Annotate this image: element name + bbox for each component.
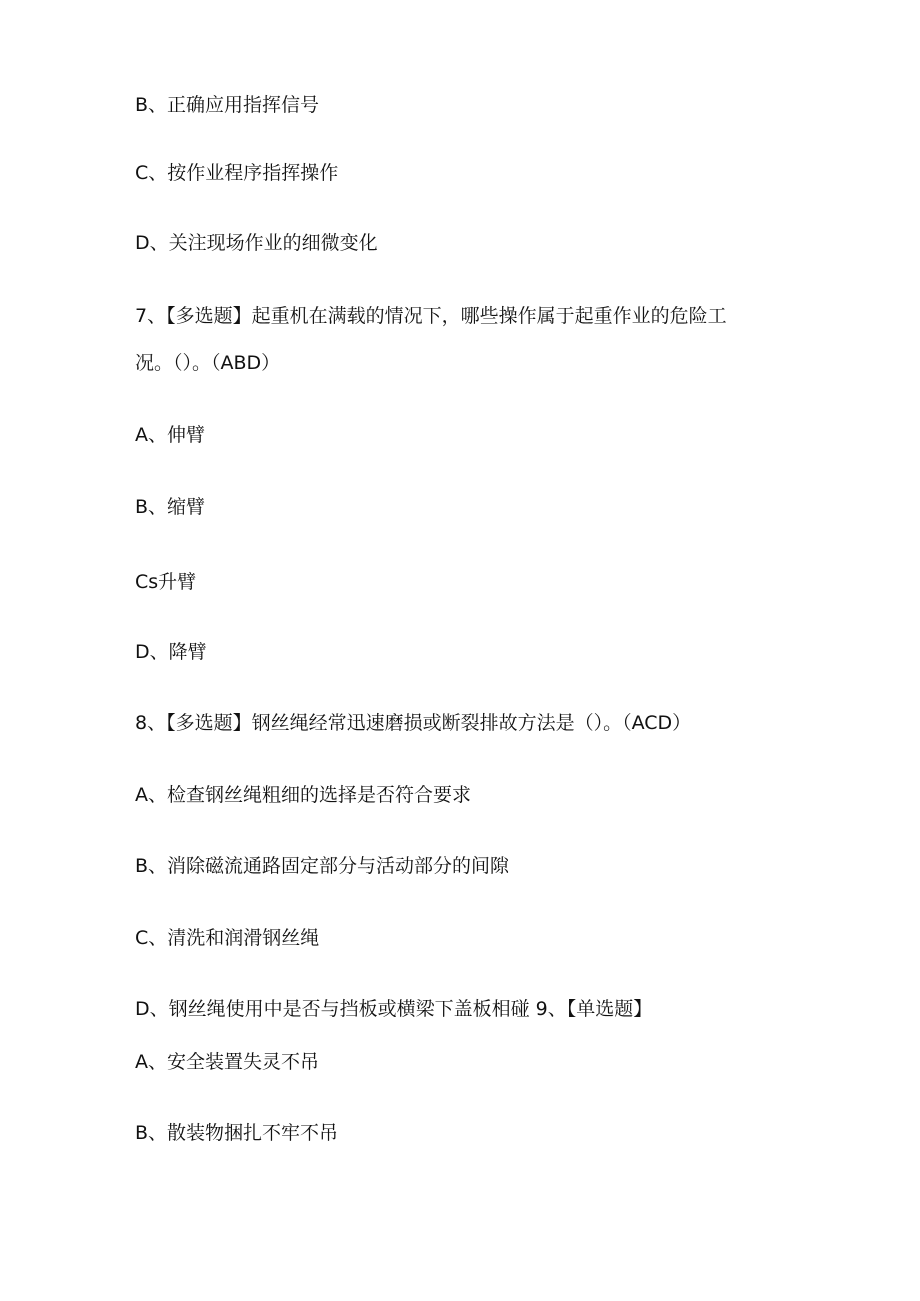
q8-option-a: A、检查钢丝绳粗细的选择是否符合要求 <box>135 784 471 806</box>
q7-option-c: Cs升臂 <box>135 571 197 593</box>
q7-option-d: D、降臂 <box>135 641 207 663</box>
option-c-procedure: C、按作业程序指挥操作 <box>135 162 339 184</box>
q7-option-a: A、伸臂 <box>135 424 205 446</box>
question-8: 8、【多选题】钢丝绳经常迅速磨损或断裂排故方法是（）。（ACD） <box>135 712 692 734</box>
question-7-line-1: 7、【多选题】起重机在满载的情况下，哪些操作属于起重作业的危险工 <box>135 305 727 327</box>
option-d-changes: D、关注现场作业的细微变化 <box>135 232 378 254</box>
question-7-line-2: 况。（）。（ABD） <box>135 352 281 374</box>
q8-option-d-and-q9: D、钢丝绳使用中是否与挡板或横梁下盖板相碰 9、【单选题】 <box>135 998 653 1020</box>
q7-option-b: B、缩臂 <box>135 496 206 518</box>
option-b-signal: B、正确应用指挥信号 <box>135 94 320 116</box>
q9-option-b: B、散装物捆扎不牢不吊 <box>135 1122 339 1144</box>
q9-option-a: A、安全装置失灵不吊 <box>135 1051 319 1073</box>
q8-option-c: C、清洗和润滑钢丝绳 <box>135 927 320 949</box>
q8-option-b: B、消除磁流通路固定部分与活动部分的间隙 <box>135 855 510 877</box>
